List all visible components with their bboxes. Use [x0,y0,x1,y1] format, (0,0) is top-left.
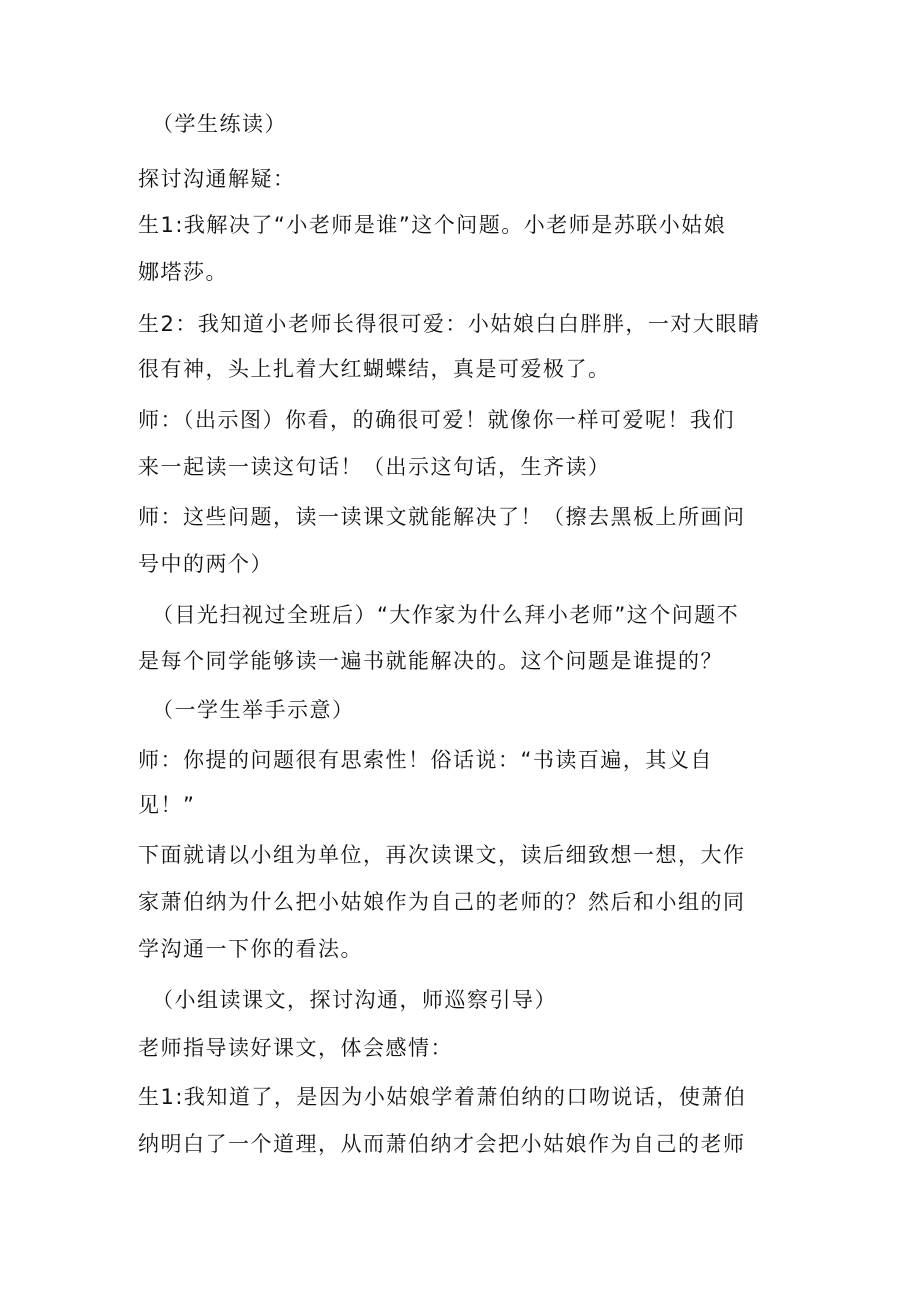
text-line: （一学生举手示意） [152,698,355,722]
text-line: （目光扫视过全班后）“大作家为什么拜小老师”这个问题不 [152,603,740,627]
text-line: （学生练读） [152,112,287,136]
text-line: 纳明白了一个道理，从而萧伯纳才会把小姑娘作为自己的老师 [138,1132,746,1156]
text-line: 很有神，头上扎着大红蝴蝶结，真是可爱极了。 [138,357,611,381]
text-line: 见！” [138,793,196,817]
text-line: 号中的两个） [138,552,273,576]
text-line: 师：（出示图）你看，的确很可爱！就像你一样可爱呢！我们 [138,408,735,432]
text-line: 家萧伯纳为什么把小姑娘作为自己的老师的？然后和小组的同 [138,890,746,914]
text-line: 来一起读一读这句话！（出示这句话，生齐读） [138,455,611,479]
text-line: 生1:我知道了，是因为小姑娘学着萧伯纳的口吻说话，使萧伯 [138,1085,747,1109]
text-line: 学沟通一下你的看法。 [138,937,363,961]
text-line: （小组读课文，探讨沟通，师巡察引导） [152,988,557,1012]
text-line: 生1:我解决了“小老师是谁”这个问题。小老师是苏联小姑娘 [138,213,727,237]
text-line: 是每个同学能够读一遍书就能解决的。这个问题是谁提的？ [138,649,723,673]
text-line: 师：你提的问题很有思索性！俗话说：“书读百遍，其义自 [138,748,713,772]
text-line: 探讨沟通解疑： [138,167,296,191]
text-line: 娜塔莎。 [138,260,228,284]
text-line: 生2：我知道小老师长得很可爱：小姑娘白白胖胖，一对大眼睛 [138,312,761,336]
text-line: 师：这些问题，读一读课文就能解决了！（擦去黑板上所画问 [138,505,746,529]
text-line: 老师指导读好课文，体会感情： [138,1036,453,1060]
text-line: 下面就请以小组为单位，再次读课文，读后细致想一想，大作 [138,843,746,867]
